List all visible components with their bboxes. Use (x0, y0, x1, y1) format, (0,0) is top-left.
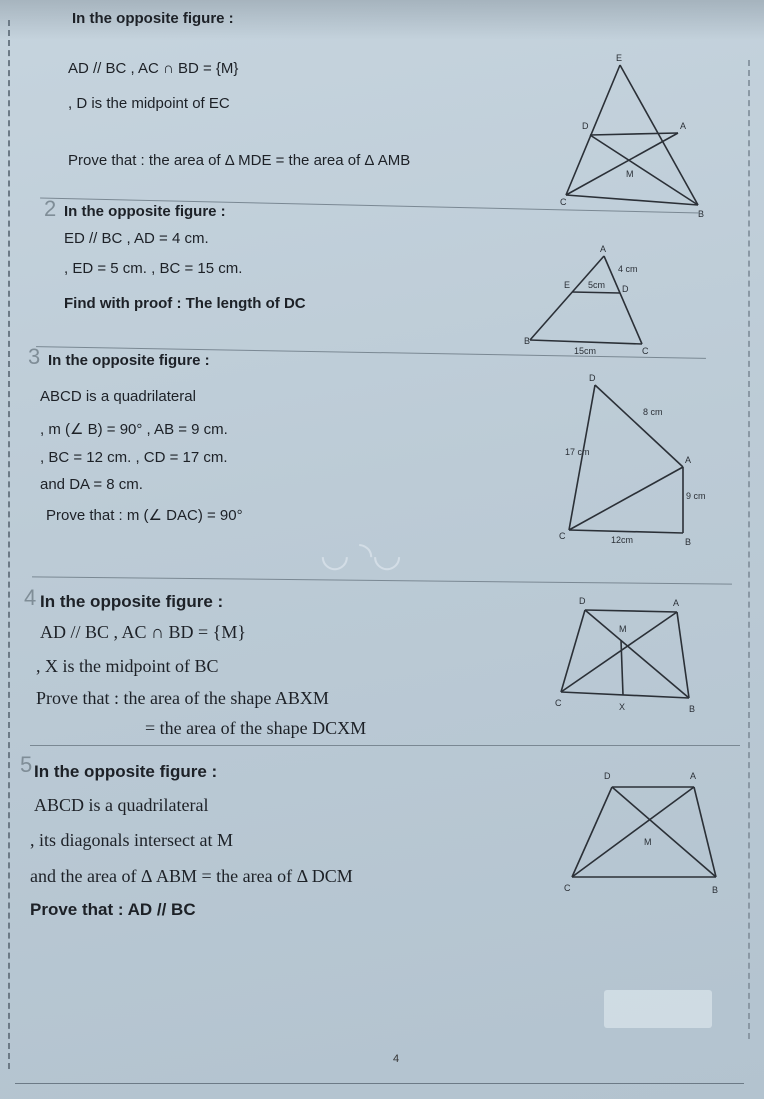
figure-label: B (524, 336, 531, 346)
figure-label: M (619, 624, 627, 634)
figure-label: 8 cm (643, 407, 663, 417)
bottom-rule (15, 1083, 744, 1084)
figure-label: M (626, 169, 634, 179)
figure-label: B (698, 209, 705, 219)
left-margin-line (8, 20, 10, 1069)
figure-problem-1 (560, 55, 710, 220)
find-line: Find with proof : The length of DC (64, 295, 306, 312)
given-line: , D is the midpoint of EC (68, 95, 230, 112)
figure-label: M (644, 837, 652, 847)
figure-label: A (680, 121, 687, 131)
figure-label: D (604, 771, 611, 781)
prove-line: = the area of the shape DCXM (145, 718, 367, 738)
figure-problem-3 (555, 375, 705, 550)
given-line: ABCD is a quadrilateral (34, 795, 209, 815)
figure-label: D (579, 596, 586, 606)
eraser-smudge: ◡ ◝◡ (320, 536, 402, 574)
divider (32, 576, 732, 584)
page-number: 4 (393, 1053, 400, 1065)
given-line: and the area of Δ ABM = the area of Δ DCM (30, 866, 353, 886)
given-line: , ED = 5 cm. , BC = 15 cm. (64, 260, 243, 277)
figure-problem-5 (560, 765, 720, 905)
figure-label: B (689, 704, 696, 714)
figure-label: A (690, 771, 697, 781)
given-line: , its diagonals intersect at M (30, 830, 233, 850)
figure-label: D (582, 121, 589, 131)
figure-problem-2 (520, 244, 660, 358)
figure-label: C (642, 346, 649, 356)
figure-label: C (559, 531, 566, 541)
figure-label: C (560, 197, 567, 207)
given-line: ED // BC , AD = 4 cm. (64, 230, 209, 247)
figure-label: 9 cm (686, 491, 706, 501)
prove-line: Prove that : the area of Δ MDE = the area of Δ AMB (68, 152, 411, 169)
given-line: , m (∠ B) = 90° , AB = 9 cm. (40, 421, 228, 438)
given-line: , BC = 12 cm. , CD = 17 cm. (40, 449, 228, 466)
figure-problem-4 (555, 592, 705, 722)
figure-label: X (619, 702, 626, 712)
problem-heading: In the opposite figure : (64, 203, 226, 220)
problem-heading: In the opposite figure : (48, 352, 210, 369)
figure-label: E (616, 53, 623, 63)
figure-label: E (564, 280, 571, 290)
problem-number: 3 (28, 344, 41, 369)
figure-label: 12cm (611, 535, 634, 545)
prove-line: Prove that : AD // BC (30, 900, 196, 919)
paper-sticker (604, 990, 712, 1028)
problem-number: 4 (24, 585, 37, 610)
given-line: AD // BC , AC ∩ BD = {M} (40, 622, 246, 642)
figure-label: B (685, 537, 692, 547)
figure-label: 5cm (588, 280, 606, 290)
prove-line: Prove that : m (∠ DAC) = 90° (46, 507, 243, 524)
figure-label: C (564, 883, 571, 893)
problem-heading: In the opposite figure : (72, 10, 234, 27)
figure-label: 17 cm (565, 447, 590, 457)
figure-label: 4 cm (618, 264, 638, 274)
divider (30, 745, 740, 746)
figure-label: A (600, 244, 607, 254)
figure-label: A (685, 455, 692, 465)
given-line: ABCD is a quadrilateral (40, 388, 196, 405)
figure-label: B (712, 885, 719, 895)
problem-number: 5 (20, 752, 33, 777)
problem-number: 2 (44, 196, 57, 221)
problem-heading: In the opposite figure : (34, 762, 218, 781)
figure-label: C (555, 698, 562, 708)
figure-label: 15cm (574, 346, 597, 356)
given-line: , X is the midpoint of BC (36, 656, 219, 676)
figure-label: D (589, 373, 596, 383)
figure-label: D (622, 284, 629, 294)
prove-line: Prove that : the area of the shape ABXM (36, 688, 329, 708)
given-line: and DA = 8 cm. (40, 476, 143, 493)
problem-heading: In the opposite figure : (40, 592, 224, 611)
given-line: AD // BC , AC ∩ BD = {M} (68, 60, 239, 77)
figure-label: A (673, 598, 680, 608)
right-margin-line (748, 60, 750, 1039)
